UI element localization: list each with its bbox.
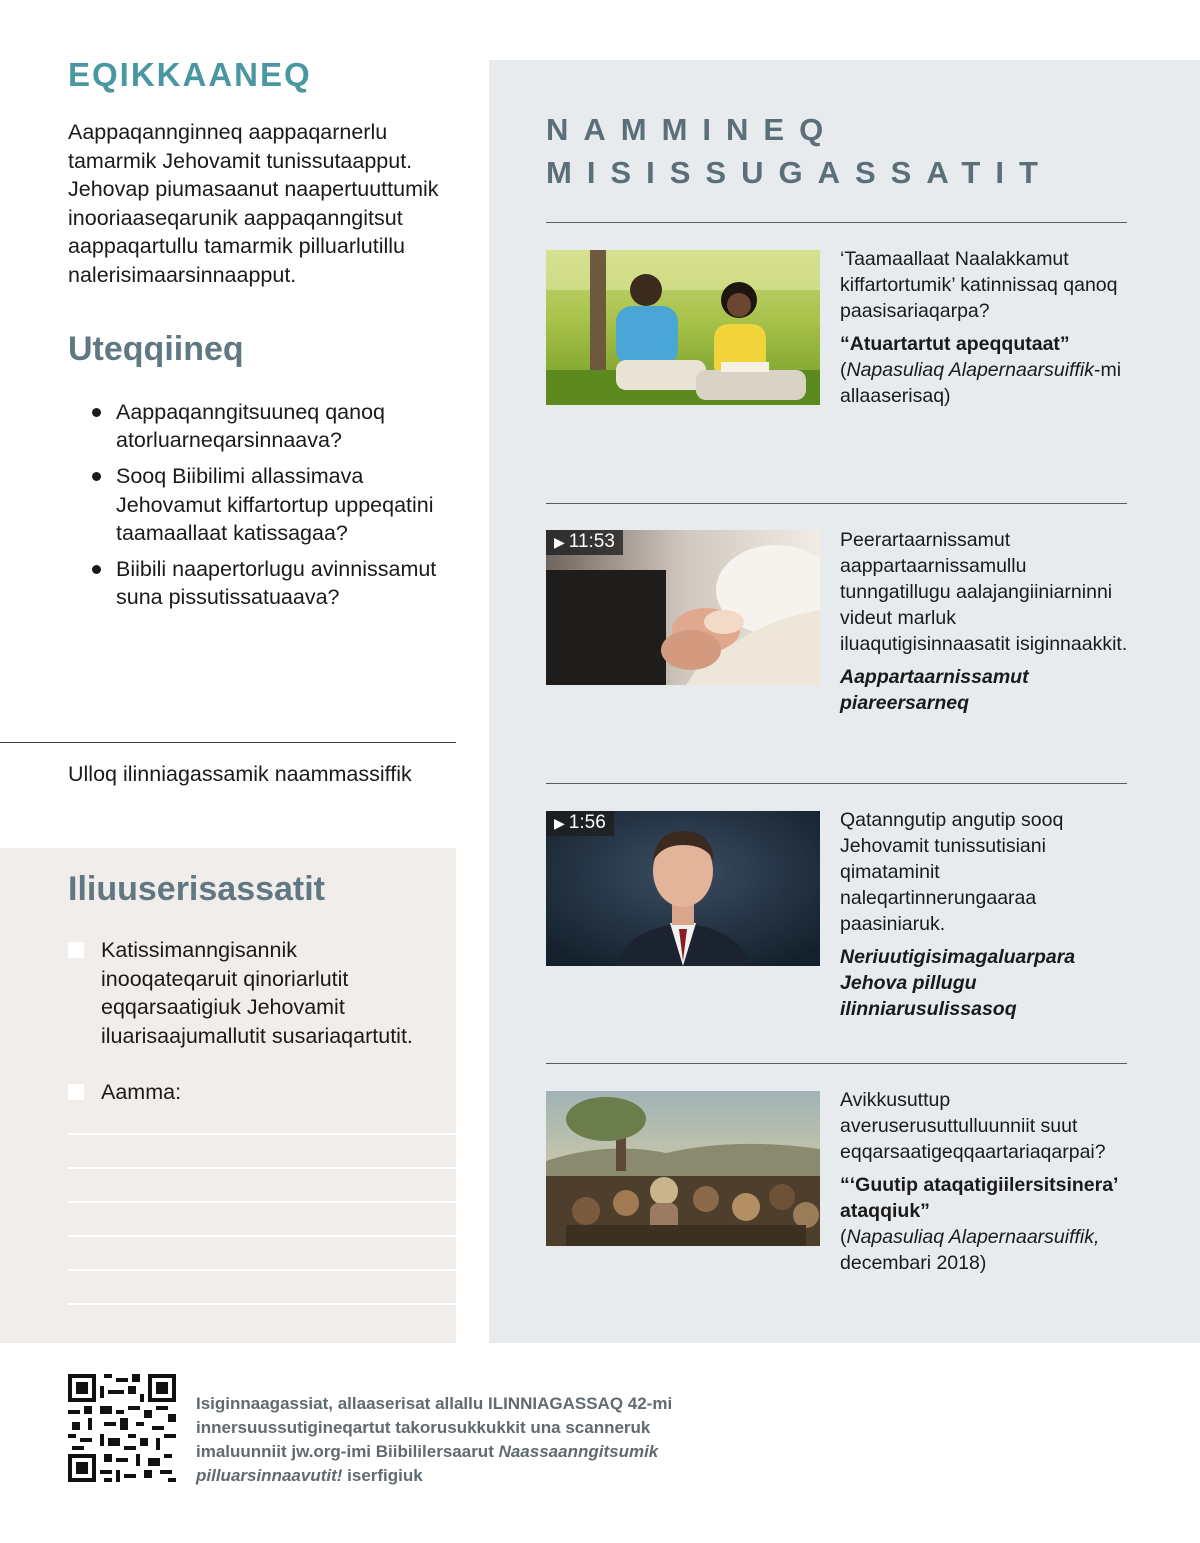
review-list <box>92 398 452 619</box>
explore-heading: NAMMINEQ MISISSUGASSATIT <box>546 112 1053 190</box>
checkbox[interactable] <box>68 1084 84 1100</box>
completion-date-label: Ulloq ilinniagassamik naammassiffik <box>68 762 412 786</box>
video-info: Peerartaarnissamut aappartaarnissamullu tunngatillugu aalajangiiniarninni videut marluk iluaqutigisinnaasatit isiginnaakkit. Aappartaarnissamut piareersarneq <box>840 527 1130 716</box>
article-info: ‘Taamaallaat Naalakkamut kiffartortumik’ katinnissaq qanoq paasisariaqarpa? “Atuartartut apeqqutaat” (Napasuliaq Alapernaarsuiffik-mi allaaserisaq) <box>840 246 1130 409</box>
review-item: Aappaqanngitsuuneq qanoq atorluarneqarsinnaava? <box>92 398 452 454</box>
checkbox[interactable] <box>68 942 84 958</box>
play-icon: ▶ <box>554 534 565 550</box>
divider <box>546 222 1127 223</box>
video-duration: ▶ 11:53 <box>546 530 623 555</box>
article-info: Avikkusuttup averuserusuttulluunniit suut eqqarsaatigeqqaartariaqarpai? “‘Guutip ataqatigiilersitsinera’ ataqqiuk” (Napasuliaq Alapernaarsuiffik, decembari 2018) <box>840 1087 1130 1276</box>
summary-text: Aappaqannginneq aappaqarnerlu tamarmik Jehovamit tunissutaapput. Jehovap piumasaanut naapertuuttumik inooriaaseqarunik aappaqanngitsut aappaqartullu tamarmik pilluarlutillu nalerisimaarsinnaapput. <box>68 120 439 287</box>
divider <box>546 503 1127 504</box>
divider <box>546 1063 1127 1064</box>
footer-text: Isiginnaagassiat, allaaserisat allallu ILINNIAGASSAQ 42-mi innersuussutigineqartut takorusukkukkit una scanneruk imaluunniit jw.org-imi Biibililersaarut Naassaanngitsumik pilluarsinnaavutit! iserfigiuk <box>196 1394 673 1485</box>
writing-line[interactable] <box>68 1133 456 1135</box>
review-heading: Uteqqiineq <box>68 330 244 368</box>
review-item: Sooq Biibilimi allassimava Jehovamut kiffartortup uppeqatini taamaallaat katissagaa? <box>92 462 452 547</box>
bullet-icon <box>92 408 101 417</box>
writing-line[interactable] <box>68 1235 456 1237</box>
article-source: (Napasuliaq Alapernaarsuiffik, decembari 2018) <box>840 1226 1100 1274</box>
writing-line[interactable] <box>68 1167 456 1169</box>
review-item: Biibili naapertorlugu avinnissamut suna pissutissatuaava? <box>92 555 452 611</box>
video-title[interactable]: Neriuutigisimagaluarpara Jehova pillugu ilinniarusulissasoq <box>840 946 1076 1020</box>
article-title[interactable]: “‘Guutip ataqatigiilersitsinera’ ataqqiuk” <box>840 1174 1118 1222</box>
assignment-item: Aamma: <box>68 1078 428 1107</box>
video-info: Qatanngutip angutip sooq Jehovamit tunissutisiani qimataminit naleqartinnerungaaraa paasiniaruk. Neriuutigisimagaluarpara Jehova pillugu ilinniarusulissasoq <box>840 807 1130 1022</box>
writing-line[interactable] <box>68 1201 456 1203</box>
video-thumbnail[interactable] <box>546 811 820 966</box>
article-thumbnail[interactable] <box>546 1091 820 1246</box>
writing-line[interactable] <box>68 1303 456 1305</box>
assignment-item: Katissimanngisannik inooqateqaruit qinoriarlutit eqqarsaatigiuk Jehovamit iluarisaajumallutit susariaqartutit. <box>68 936 428 1050</box>
divider <box>546 783 1127 784</box>
video-thumbnail[interactable] <box>546 530 820 685</box>
summary-heading: EQIKKAANEQ <box>68 56 312 93</box>
bullet-icon <box>92 565 101 574</box>
article-thumbnail[interactable] <box>546 250 820 405</box>
article-source: (Napasuliaq Alapernaarsuiffik-mi allaaserisaq) <box>840 359 1122 407</box>
video-duration: ▶ 1:56 <box>546 811 614 836</box>
assignment-heading: Iliuuserisassatit <box>68 870 326 908</box>
writing-line[interactable] <box>68 1269 456 1271</box>
bullet-icon <box>92 472 101 481</box>
article-title[interactable]: “Atuartartut apeqqutaat” <box>840 333 1070 355</box>
video-title[interactable]: Aappartaarnissamut piareersarneq <box>840 666 1029 714</box>
qr-code-icon[interactable] <box>68 1374 176 1482</box>
play-icon: ▶ <box>554 815 565 831</box>
divider <box>0 742 456 743</box>
